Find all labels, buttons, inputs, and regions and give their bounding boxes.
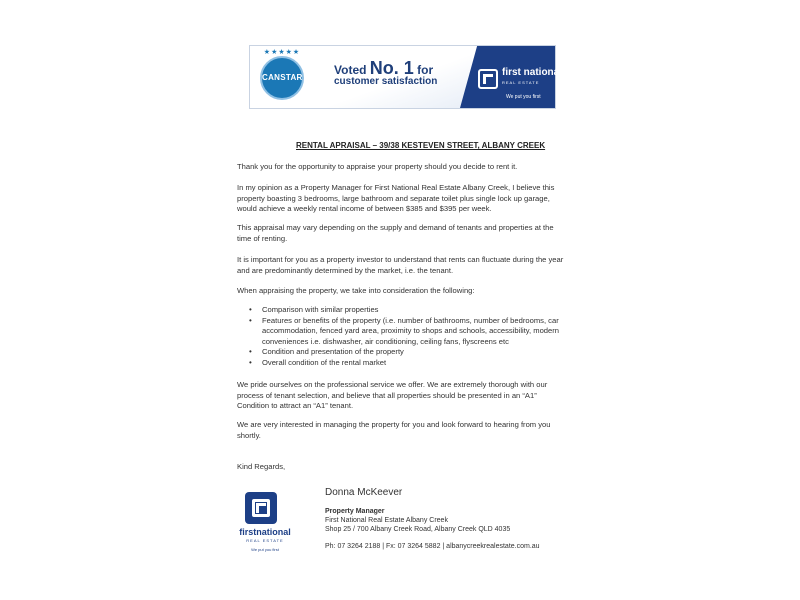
voted-suffix: for xyxy=(417,63,434,77)
brand-sub: REAL ESTATE xyxy=(502,80,540,85)
canstar-label: CANSTAR xyxy=(262,73,303,82)
list-item: • Condition and presentation of the property xyxy=(247,347,567,358)
paragraph-intro: Thank you for the opportunity to appraise your property should you decide to rent it. xyxy=(237,162,518,171)
signature-logo-sub: REAL ESTATE xyxy=(246,538,284,543)
letter-title: RENTAL APRAISAL – 39/38 KESTEVEN STREET, ALBANY CREEK xyxy=(296,141,546,150)
paragraph-service: We pride ourselves on the professional service we offer. We are extremely thorough with our process of tenant selection, and believe that all properties should be presented in an “A1” Condition to attract an “A1” tenant. xyxy=(237,380,548,410)
satisfaction-text: customer satisfaction xyxy=(334,76,438,87)
voted-prefix: Voted xyxy=(334,63,367,77)
signature-logo xyxy=(237,487,293,557)
list-item: • Overall condition of the rental market xyxy=(247,358,567,369)
award-banner xyxy=(249,45,563,109)
brand-name: first national xyxy=(502,67,563,78)
consideration-list xyxy=(247,305,567,368)
first-national-logo-icon xyxy=(245,492,277,524)
paragraph-variation: This appraisal may vary depending on the supply and demand of tenants and properties at the time of renting. xyxy=(237,223,554,243)
signatory-office: First National Real Estate Albany Creek xyxy=(325,517,448,524)
banner-message xyxy=(312,46,472,108)
first-national-logo-icon xyxy=(478,69,498,89)
signature-logo-brand: firstnational xyxy=(239,527,291,537)
list-item: • Features or benefits of the property (i.e. number of bathrooms, number of bedrooms, car accommodation, fenced yard area, proximity to shops and schools, accessibility, modern conveniences i.e. dishwasher, air conditioning, ceiling fans, flyscreens etc xyxy=(247,316,567,348)
signatory-role: Property Manager xyxy=(325,508,385,515)
paragraph-opinion: In my opinion as a Property Manager for First National Real Estate Albany Creek, I believe this property boasting 3 bedrooms, large bathroom and separate toilet plus single lock up garage, would achieve a weekly rental income of between $385 and $395 per week. xyxy=(237,183,555,213)
brand-tagline: We put you first xyxy=(506,94,541,100)
canstar-area xyxy=(250,46,312,108)
paragraph-interest: We are very interested in managing the property for you and look forward to hearing from you shortly. xyxy=(237,420,551,440)
canstar-stars-icon: ★★★★★ xyxy=(263,49,301,56)
canstar-seal-icon xyxy=(260,56,304,100)
signatory-address: Shop 25 / 700 Albany Creek Road, Albany Creek QLD 4035 xyxy=(325,526,511,533)
voted-rank: No. 1 xyxy=(369,58,414,78)
list-item: • Comparison with similar properties xyxy=(247,305,567,316)
closing-text: Kind Regards, xyxy=(237,462,286,471)
paragraph-consideration: When appraising the property, we take into consideration the following: xyxy=(237,286,475,295)
signature-logo-tagline: We put you first xyxy=(251,547,279,552)
paragraph-fluctuation: It is important for you as a property investor to understand that rents can fluctuate during the year and are predominantly determined by the market, i.e. the tenant. xyxy=(237,255,564,275)
signatory-name: Donna McKeever xyxy=(325,487,403,498)
signatory-contact: Ph: 07 3264 2188 | Fx: 07 3264 5882 | albanycreekrealestate.com.au xyxy=(325,543,540,550)
